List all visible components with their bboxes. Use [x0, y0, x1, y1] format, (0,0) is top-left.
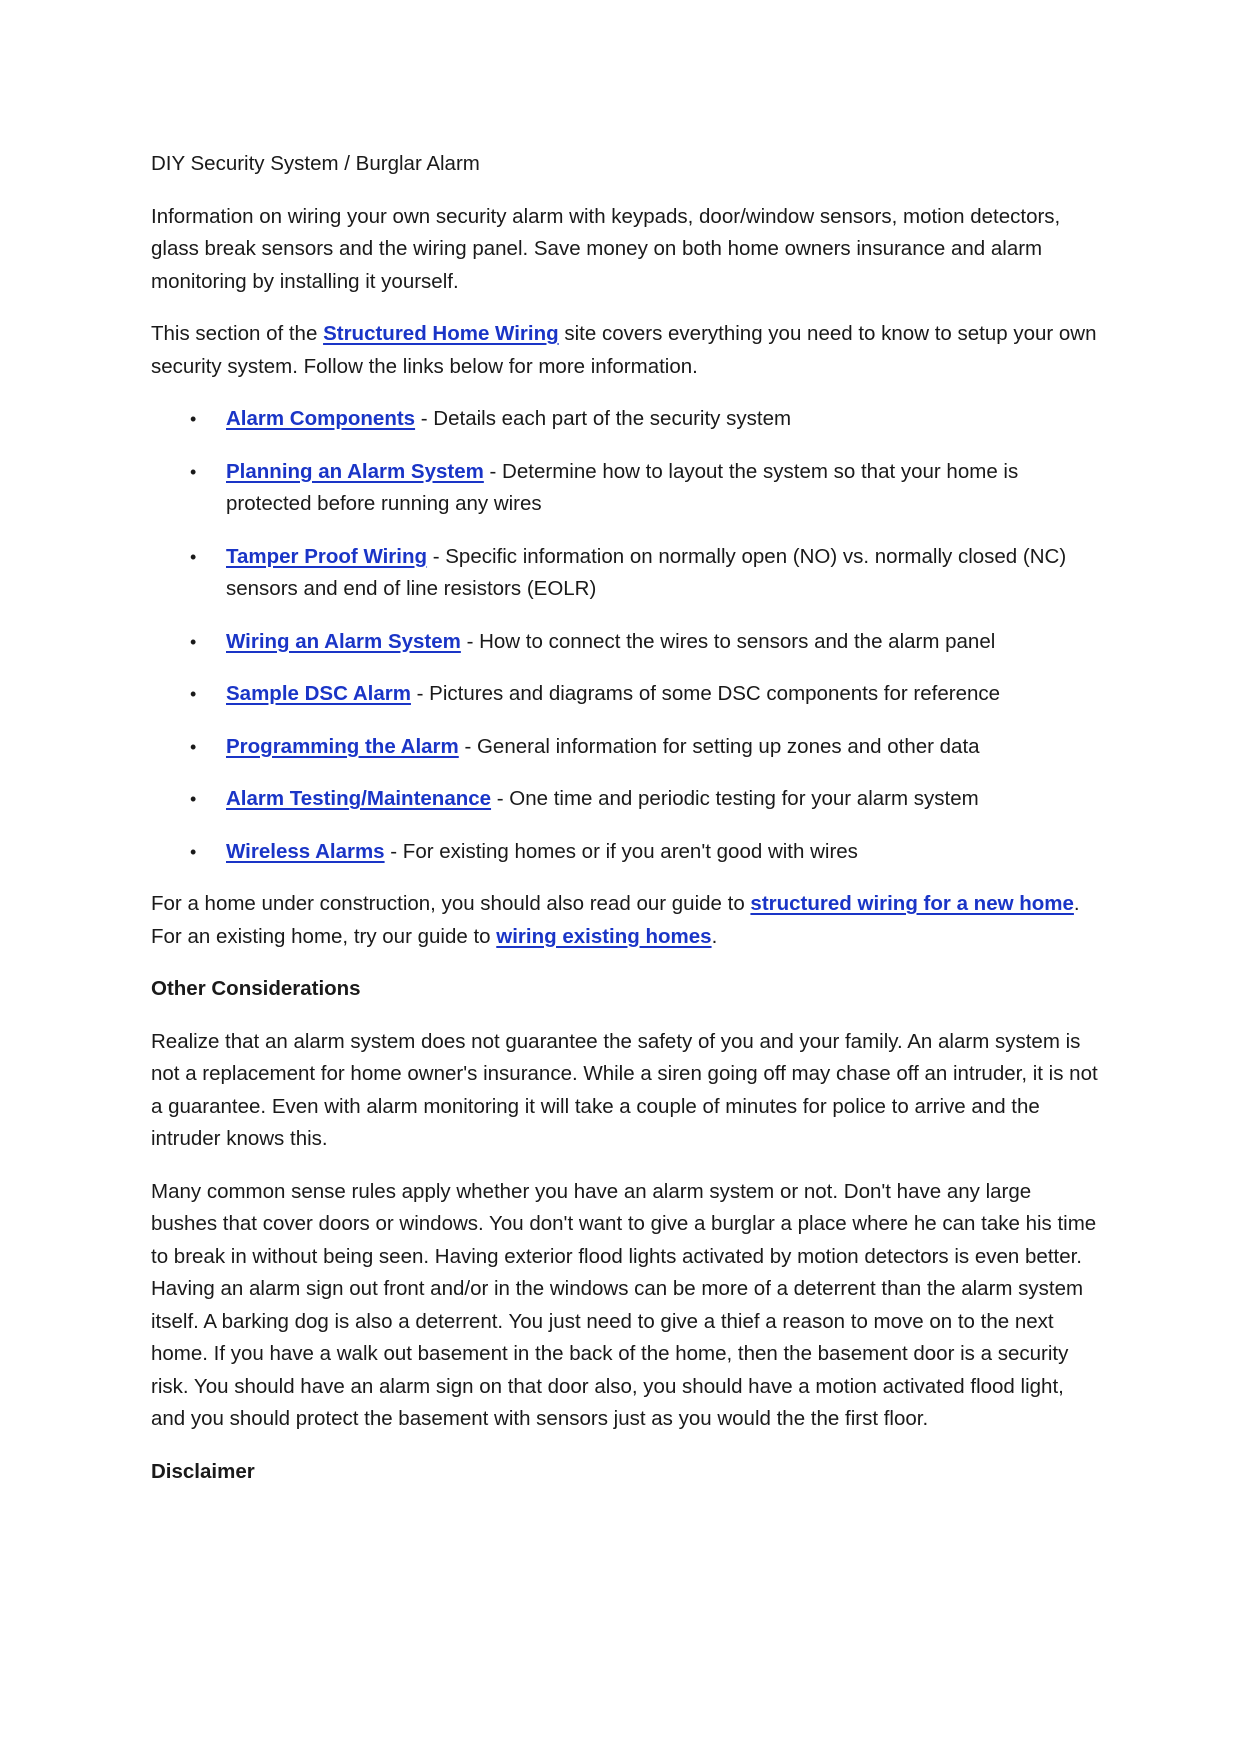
- sample-dsc-alarm-link[interactable]: Sample DSC Alarm: [226, 682, 411, 705]
- structured-wiring-new-home-link[interactable]: structured wiring for a new home: [750, 892, 1074, 915]
- construction-text-middle: . For an existing home, try our guide to: [151, 892, 1080, 948]
- list-item: [151, 678, 1101, 711]
- structured-home-wiring-link[interactable]: Structured Home Wiring: [323, 322, 559, 345]
- construction-text-before: For a home under construction, you should also read our guide to: [151, 892, 751, 915]
- construction-text-after: .: [711, 924, 718, 948]
- list-item-description: - Determine how to layout the system so that your home is protected before running any wires: [226, 459, 1019, 515]
- other-considerations-heading: Other Considerations: [151, 977, 361, 1000]
- alarm-components-link[interactable]: Alarm Components: [226, 407, 416, 430]
- bullet-icon: •: [190, 631, 197, 652]
- bullet-icon: •: [190, 409, 197, 429]
- list-item: [151, 731, 1101, 764]
- list-item-description: - Pictures and diagrams of some DSC components for reference: [410, 682, 1001, 705]
- list-item: [151, 456, 1101, 521]
- section-intro-paragraph: [151, 318, 1101, 383]
- programming-alarm-link[interactable]: Programming the Alarm: [226, 734, 459, 758]
- bullet-icon: •: [190, 841, 197, 862]
- list-item: [151, 836, 1101, 869]
- bullet-icon: •: [190, 789, 197, 809]
- bullet-icon: •: [190, 461, 197, 482]
- considerations-paragraph-1: Realize that an alarm system does not guarantee the safety of you and your family. An alarm system is not a replacement for home owner's insurance. While a siren going off may chase off an intruder, it is not a guarantee. Even with alarm monitoring it will take a couple of minutes for police to arrive and the intruder knows this.: [151, 1029, 1098, 1150]
- section-intro-text-before: This section of the: [151, 322, 324, 345]
- list-item: [151, 783, 1101, 816]
- construction-paragraph: [151, 888, 1101, 953]
- bullet-icon: •: [190, 546, 197, 567]
- list-item-description: - Details each part of the security system: [415, 407, 792, 430]
- considerations-paragraph-2: Many common sense rules apply whether you have an alarm system or not. Don't have any large bushes that cover doors or windows. You don't want to give a burglar a place where he can take his time to break in without being seen. Having exterior flood lights activated by motion detectors is even better. Having an alarm sign out front and/or in the windows can be more of a deterrent than the alarm system itself. A barking dog is also a deterrent. You just need to give a thief a reason to move on to the next home. If you have a walk out basement in the back of the home, then the basement door is a security risk. You should have an alarm sign on that door also, you should have a motion activated flood light, and you should protect the basement with sensors just as you would the the first floor.: [151, 1179, 1097, 1430]
- list-item: [151, 626, 1101, 659]
- alarm-testing-maintenance-link[interactable]: Alarm Testing/Maintenance: [226, 787, 492, 810]
- list-item-description: - For existing homes or if you aren't good with wires: [384, 839, 858, 863]
- alarm-topics-list: [151, 403, 1101, 868]
- list-item-description: - General information for setting up zones and other data: [458, 734, 980, 758]
- wireless-alarms-link[interactable]: Wireless Alarms: [226, 839, 385, 863]
- document-title: DIY Security System / Burglar Alarm: [151, 152, 480, 175]
- planning-alarm-system-link[interactable]: Planning an Alarm System: [226, 459, 484, 483]
- disclaimer-heading: Disclaimer: [151, 1459, 255, 1483]
- intro-paragraph: Information on wiring your own security alarm with keypads, door/window sensors, motion detectors, glass break sensors and the wiring panel. Save money on both home owners insurance and alarm monitoring by installing it yourself.: [151, 204, 1061, 293]
- tamper-proof-wiring-link[interactable]: Tamper Proof Wiring: [226, 544, 428, 568]
- list-item: [151, 403, 1101, 436]
- section-intro-text-after: site covers everything you need to know to setup your own security system. Follow the links below for more information.: [151, 322, 1097, 378]
- document-page: [151, 148, 1101, 1508]
- wiring-existing-homes-link[interactable]: wiring existing homes: [496, 924, 712, 948]
- wiring-alarm-system-link[interactable]: Wiring an Alarm System: [226, 629, 461, 653]
- list-item-description: - Specific information on normally open (NO) vs. normally closed (NC) sensors and end of line resistors (EOLR): [226, 544, 1067, 600]
- list-item: [151, 541, 1101, 606]
- bullet-icon: •: [190, 684, 197, 704]
- bullet-icon: •: [190, 736, 197, 757]
- list-item-description: - How to connect the wires to sensors and the alarm panel: [460, 629, 996, 653]
- list-item-description: - One time and periodic testing for your alarm system: [491, 787, 979, 810]
